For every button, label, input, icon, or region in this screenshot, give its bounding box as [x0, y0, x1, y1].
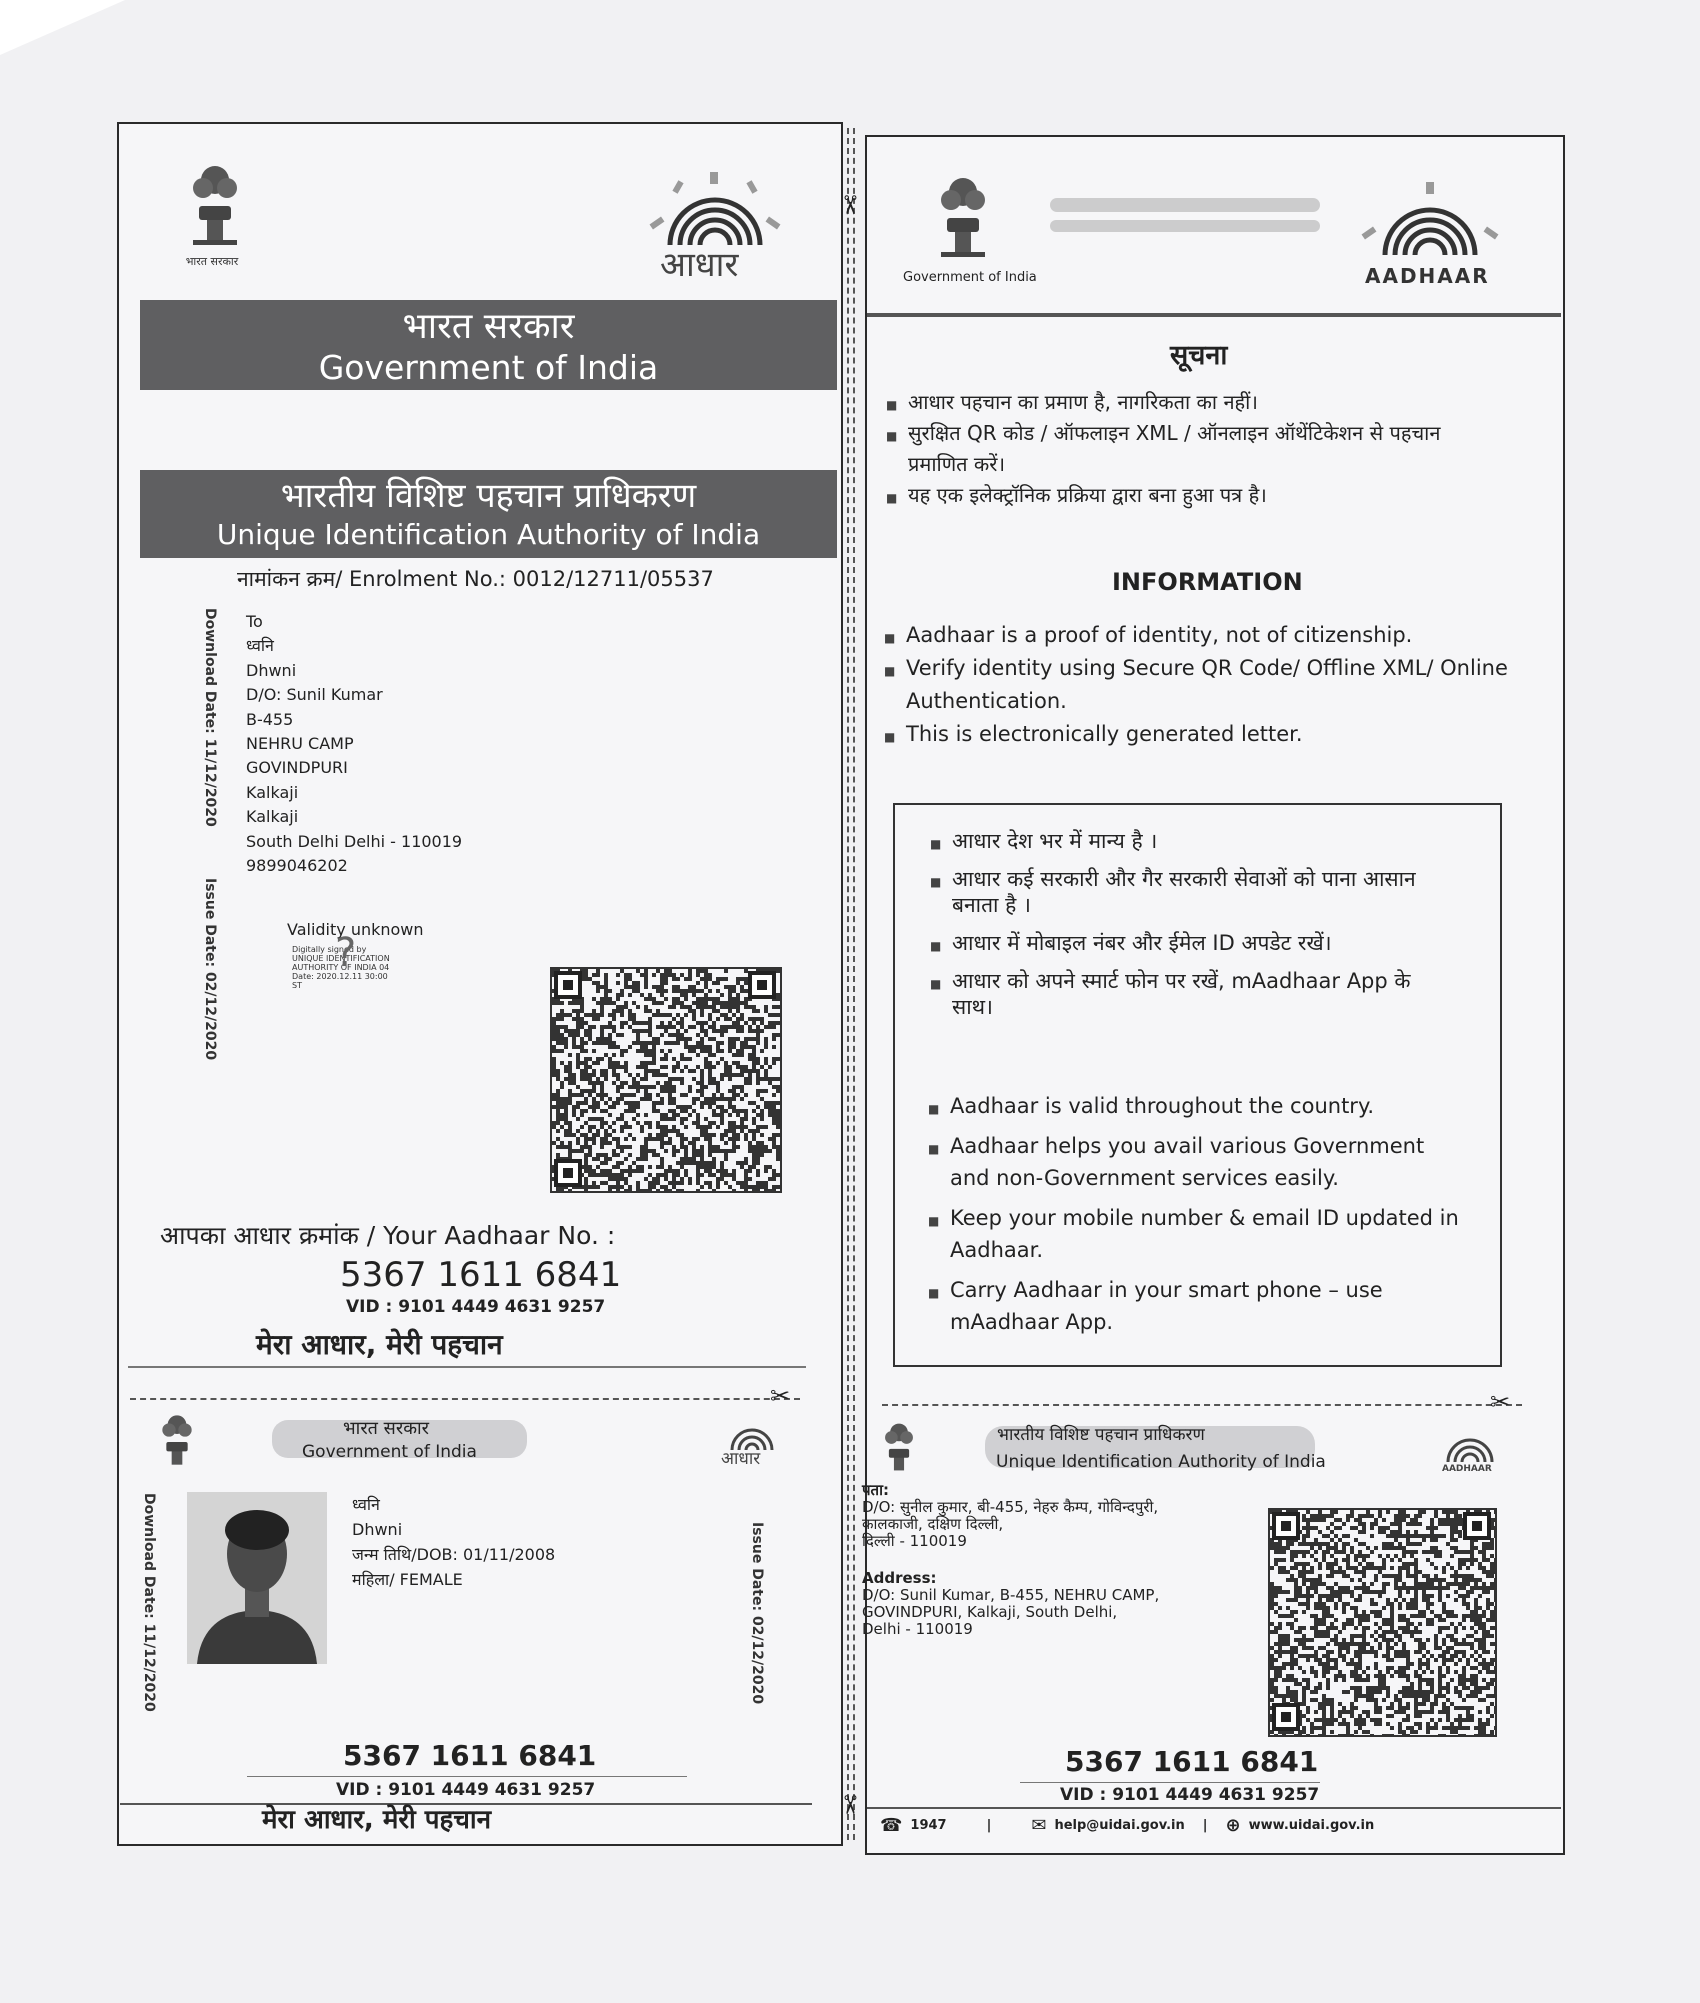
- box-item: ■ आधार में मोबाइल नंबर और ईमेल ID अपडेट रखें।: [952, 930, 1422, 956]
- notice-item: ■ Verify identity using Secure QR Code/ Offline XML/ Online Authentication.: [906, 652, 1546, 718]
- aadhaar-logo: [630, 170, 800, 290]
- mail-icon: ✉: [1031, 1815, 1047, 1836]
- address-line: GOVINDPURI: [246, 758, 348, 778]
- phone-number: 9899046202: [246, 856, 348, 876]
- card-divider: [1020, 1782, 1320, 1783]
- address-line: B-455: [246, 709, 294, 729]
- aadhaar-logo-text: आधार: [721, 1449, 761, 1469]
- address-line: D/O: Sunil Kumar: [246, 685, 383, 705]
- information-title: INFORMATION: [1112, 568, 1303, 596]
- national-emblem: [185, 158, 245, 269]
- english-notice-list: [906, 619, 1546, 751]
- box-item: ■ Aadhaar is valid throughout the country.: [950, 1090, 1470, 1122]
- card-name-hi: ध्वनि: [352, 1495, 380, 1514]
- divider: [128, 1366, 806, 1368]
- box-item: ■ Carry Aadhaar in your smart phone – use mAadhaar App.: [950, 1274, 1470, 1338]
- scissors-icon: ✂: [833, 194, 864, 216]
- aadhaar-number-label: आपका आधार क्रमांक / Your Aadhaar No. :: [160, 1221, 616, 1250]
- aadhaar-number: 5367 1611 6841: [340, 1255, 622, 1295]
- card-gov-hi: भारत सरकार: [343, 1418, 430, 1439]
- card-uidai-en: Unique Identification Authority of India: [996, 1452, 1326, 1472]
- signature-line: Digitally signed by: [292, 945, 367, 954]
- address-line-hi: D/O: सुनील कुमार, बी-455, नेहरु कैम्प, गोविन्दपुरी,: [862, 1498, 1159, 1516]
- card-name-en: Dhwni: [352, 1520, 403, 1539]
- box-item: ■ Keep your mobile number & email ID updated in Aadhaar.: [950, 1202, 1470, 1266]
- phone-icon: ☎: [880, 1815, 903, 1836]
- card-download-date: Download Date: 11/12/2020: [141, 1493, 157, 1712]
- address-line-en: GOVINDPURI, Kalkaji, South Delhi,: [862, 1603, 1118, 1621]
- qr-code: [1268, 1508, 1497, 1737]
- box-item: ■ आधार को अपने स्मार्ट फोन पर रखें, mAadhaar App के साथ।: [952, 968, 1422, 1020]
- redaction-bar: [1050, 220, 1320, 232]
- card-dob: जन्म तिथि/DOB: 01/11/2008: [352, 1545, 556, 1564]
- footer-separator: |: [986, 1818, 992, 1833]
- card-aadhaar-number: 5367 1611 6841: [343, 1739, 597, 1772]
- uidai-hi: भारतीय विशिष्ट पहचान प्राधिकरण: [280, 476, 697, 516]
- hindi-notice-list: [908, 387, 1468, 511]
- scissors-icon: ✂: [770, 1382, 791, 1410]
- footer-divider: [867, 1807, 1561, 1809]
- aadhaar-logo-small: [1430, 1430, 1510, 1480]
- signature-line: Date: 2020.12.11 30:00: [292, 972, 388, 981]
- address-block: [246, 610, 462, 878]
- card-details: [352, 1492, 555, 1592]
- address-line: Kalkaji: [246, 807, 299, 827]
- card-gov-en: Government of India: [302, 1442, 477, 1462]
- address-line: To: [246, 612, 263, 631]
- suchna-title: सूचना: [1170, 340, 1228, 371]
- address-line: Kalkaji: [246, 782, 299, 802]
- address-line-en: Delhi - 110019: [862, 1620, 973, 1638]
- emblem-caption: भारत सरकार: [185, 255, 239, 268]
- notice-item: ■ यह एक इलेक्ट्रॉनिक प्रक्रिया द्वारा बना हुआ पत्र है।: [908, 480, 1468, 511]
- scissors-icon: ✂: [1490, 1388, 1511, 1416]
- footer-email[interactable]: help@uidai.gov.in: [1054, 1818, 1185, 1833]
- notice-item: ■ Aadhaar is a proof of identity, not of citizenship.: [906, 619, 1546, 652]
- uidai-en: Unique Identification Authority of India: [216, 518, 761, 551]
- notice-item: ■ सुरक्षित QR कोड / ऑफलाइन XML / ऑनलाइन ऑथेंटिकेशन से पहचान प्रमाणित करें।: [908, 418, 1468, 480]
- card-back-aadhaar-number: 5367 1611 6841: [1065, 1745, 1319, 1778]
- aadhaar-logo-small: [717, 1418, 787, 1468]
- card-vid: VID : 9101 4449 4631 9257: [336, 1780, 596, 1800]
- gov-banner: [140, 300, 837, 390]
- address-label-hi: पता:: [862, 1481, 889, 1499]
- aadhaar-logo-text: आधार: [660, 245, 739, 285]
- footer-phone: 1947: [910, 1818, 947, 1833]
- box-item: ■ आधार देश भर में मान्य है ।: [952, 828, 1422, 854]
- redaction-bar: [1050, 198, 1320, 212]
- gov-caption: Government of India: [903, 270, 1037, 285]
- address-line: South Delhi Delhi - 110019: [246, 831, 463, 851]
- box-item: ■ Aadhaar helps you avail various Government and non-Government services easily.: [950, 1130, 1470, 1194]
- issue-date: Issue Date: 02/12/2020: [202, 878, 218, 1061]
- national-emblem: [933, 170, 993, 264]
- notice-item: ■ This is electronically generated letter.: [906, 718, 1546, 751]
- box-item: ■ आधार कई सरकारी और गैर सरकारी सेवाओं को पाना आसान बनाता है ।: [952, 866, 1422, 918]
- enrolment-number: नामांकन क्रम/ Enrolment No.: 0012/12711/05537: [237, 567, 714, 591]
- photo: [187, 1492, 327, 1664]
- globe-icon: ⊕: [1225, 1815, 1241, 1836]
- uidai-banner: [140, 470, 837, 558]
- card-uidai-hi: भारतीय विशिष्ट पहचान प्राधिकरण: [997, 1425, 1205, 1445]
- national-emblem: [880, 1418, 918, 1480]
- signature-line: UNIQUE IDENTIFICATION: [292, 954, 390, 963]
- card-divider: [247, 1776, 687, 1777]
- address-line-hi: कालकाजी, दक्षिण दिल्ली,: [862, 1515, 1004, 1533]
- card-back-vid: VID : 9101 4449 4631 9257: [1060, 1785, 1320, 1805]
- card-gender: महिला/ FEMALE: [352, 1570, 463, 1589]
- card-address-en: [862, 1570, 1159, 1638]
- gov-hi: भारत सरकार: [402, 306, 575, 347]
- header-divider: [867, 313, 1561, 317]
- box-english-list: [950, 1090, 1470, 1338]
- download-date: Download Date: 11/12/2020: [202, 608, 218, 827]
- tagline: मेरा आधार, मेरी पहचान: [256, 1328, 503, 1361]
- address-line-en: D/O: Sunil Kumar, B-455, NEHRU CAMP,: [862, 1586, 1160, 1604]
- aadhaar-logo-text: AADHAAR: [1365, 264, 1490, 288]
- address-line: Dhwni: [246, 660, 297, 680]
- cut-line-horizontal: [130, 1398, 800, 1400]
- aadhaar-logo-text: AADHAAR: [1442, 1464, 1492, 1474]
- card-address-hi: [862, 1482, 1158, 1550]
- box-hindi-list: [952, 828, 1422, 1020]
- card-tagline: मेरा आधार, मेरी पहचान: [262, 1805, 492, 1835]
- national-emblem: [157, 1410, 197, 1474]
- cut-line-horizontal: [882, 1404, 1522, 1406]
- footer-website[interactable]: www.uidai.gov.in: [1248, 1818, 1375, 1833]
- signature-question-icon: ?: [335, 930, 357, 976]
- footer: [880, 1815, 1374, 1836]
- card-issue-date: Issue Date: 02/12/2020: [749, 1522, 765, 1705]
- address-line: ध्वनि: [246, 636, 274, 656]
- address-line-hi: दिल्ली - 110019: [862, 1532, 967, 1550]
- signature-line: ST: [292, 981, 302, 990]
- gov-en: Government of India: [318, 348, 659, 387]
- footer-separator: |: [1202, 1818, 1208, 1833]
- validity-status: Validity unknown: [287, 920, 424, 939]
- address-line: NEHRU CAMP: [246, 734, 354, 754]
- aadhaar-logo: [1340, 180, 1520, 290]
- folded-corner: [0, 0, 125, 55]
- cut-line-vertical: [847, 128, 849, 1840]
- qr-code: [550, 967, 782, 1193]
- vid-number: VID : 9101 4449 4631 9257: [346, 1297, 606, 1317]
- signature-line: AUTHORITY OF INDIA 04: [292, 963, 390, 972]
- scissors-icon: ✂: [833, 1794, 864, 1816]
- notice-item: ■ आधार पहचान का प्रमाण है, नागरिकता का नहीं।: [908, 387, 1468, 418]
- address-label-en: Address:: [862, 1569, 937, 1587]
- cut-line-vertical-2: [853, 128, 855, 1840]
